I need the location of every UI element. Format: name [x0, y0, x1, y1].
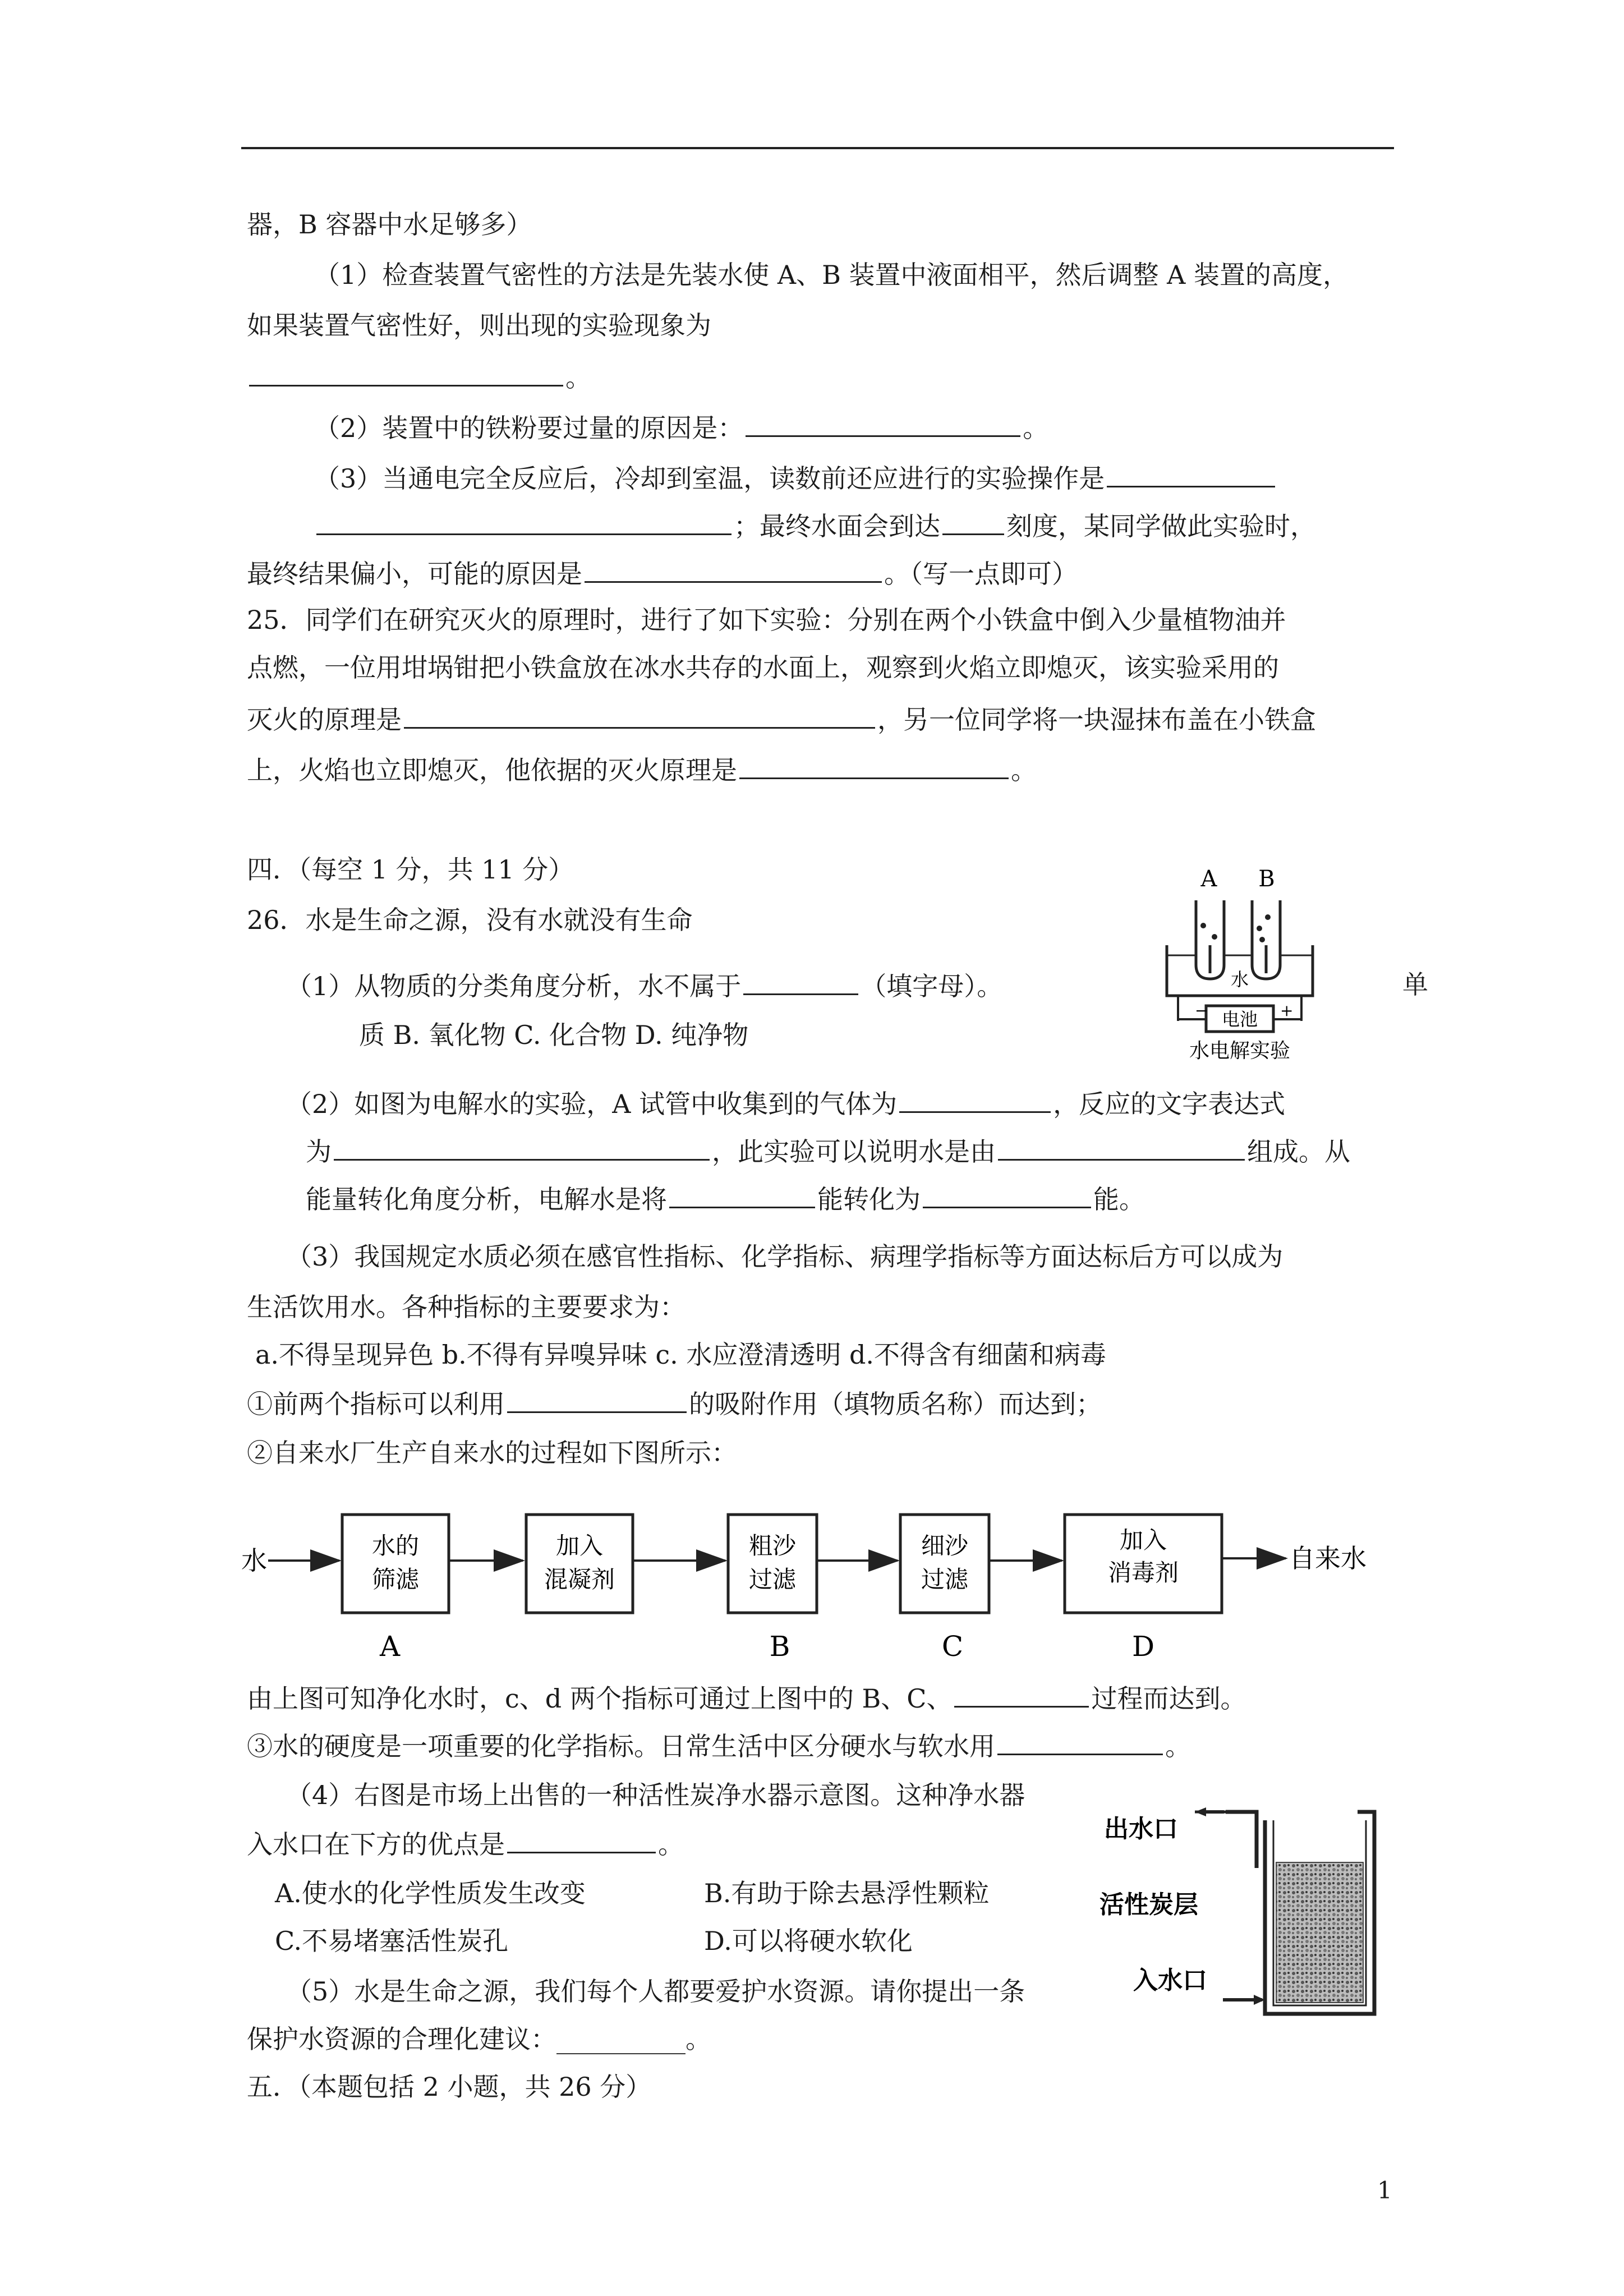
answer-blank[interactable]	[669, 1181, 815, 1208]
flow-step	[728, 1515, 817, 1663]
flow-step	[900, 1515, 989, 1663]
section-heading: 四．（每空 1 分，共 11 分）	[247, 854, 574, 885]
answer-blank[interactable]	[507, 1386, 687, 1413]
answer-blank[interactable]	[316, 508, 732, 535]
text-line: 器，B 容器中水足够多）	[247, 209, 532, 240]
answer-blank[interactable]	[739, 752, 1009, 779]
text-line: 为 ，此实验可以说明水是由 组成。从	[306, 1133, 1350, 1168]
text-line: （1）从物质的分类角度分析，水不属于 （填字母）。	[286, 968, 1002, 1003]
electrolysis-diagram	[1133, 861, 1358, 1069]
svg-text:混凝剂: 混凝剂	[544, 1566, 615, 1593]
text-line: 。	[247, 359, 591, 394]
answer-blank[interactable]	[249, 359, 563, 386]
text-line: （4）右图是市场上出售的一种活性炭净水器示意图。这种净水器	[286, 1780, 1025, 1810]
answer-blank[interactable]	[404, 701, 875, 729]
flow-step	[526, 1515, 633, 1613]
option-d[interactable]: D.可以将硬水软化	[704, 1926, 913, 1956]
text-line: ①前两个指标可以利用 的吸附作用（填物质名称）而达到；	[247, 1386, 1102, 1421]
text-line: 质 B. 氧化物 C. 化合物 D. 纯净物	[359, 1020, 749, 1050]
text-line: 25．同学们在研究灭火的原理时，进行了如下实验：分别在两个小铁盒中倒入少量植物油并	[247, 605, 1286, 635]
flow-step	[342, 1515, 449, 1663]
answer-blank[interactable]	[743, 968, 858, 995]
answer-blank[interactable]	[746, 409, 1020, 437]
svg-text:加入: 加入	[555, 1532, 604, 1559]
flow-step	[1065, 1515, 1222, 1663]
answer-blank[interactable]	[334, 1133, 710, 1161]
text-line: （2）如图为电解水的实验，A 试管中收集到的气体为 ，反应的文字表达式	[286, 1085, 1285, 1121]
text-line: 入水口在下方的优点是 。	[247, 1826, 684, 1861]
answer-blank[interactable]	[954, 1680, 1089, 1708]
svg-text:−: −	[1195, 1001, 1208, 1020]
svg-text:过滤: 过滤	[748, 1566, 797, 1593]
svg-text:D: D	[1131, 1630, 1155, 1663]
page-number: 1	[1377, 2177, 1392, 2204]
text-line: ②自来水厂生产自来水的过程如下图所示：	[247, 1438, 737, 1468]
text-line: 保护水资源的合理化建议：__________。	[247, 2024, 711, 2054]
svg-text:加入: 加入	[1119, 1526, 1167, 1554]
answer-blank[interactable]	[507, 1826, 656, 1853]
svg-text:入水口: 入水口	[1133, 1966, 1207, 1995]
text-line: 单	[1402, 969, 1428, 1000]
header-rule	[241, 147, 1394, 149]
carbon-purifier-diagram	[1094, 1801, 1397, 2042]
text-line: （1）检查装置气密性的方法是先装水使 A、B 装置中液面相平，然后调整 A 装置的高度，	[314, 260, 1349, 290]
text-line: （5）水是生命之源，我们每个人都要爱护水资源。请你提出一条	[286, 1976, 1025, 2007]
text-line: 灭火的原理是 ，另一位同学将一块湿抹布盖在小铁盒	[247, 701, 1316, 737]
svg-text:电池: 电池	[1221, 1009, 1258, 1030]
option-a[interactable]: A.使水的化学性质发生改变	[275, 1878, 586, 1908]
text-line: 26．水是生命之源，没有水就没有生命	[247, 905, 693, 935]
flow-input-label: 水	[241, 1545, 267, 1576]
svg-text:水电解实验: 水电解实验	[1189, 1039, 1291, 1062]
svg-text:A: A	[379, 1630, 401, 1663]
text-line: （3）我国规定水质必须在感官性指标、化学指标、病理学指标等方面达标后方可以成为	[286, 1241, 1283, 1272]
svg-text:过滤: 过滤	[921, 1566, 969, 1593]
svg-text:B: B	[769, 1630, 790, 1663]
text-line: 上，火焰也立即熄灭，他依据的灭火原理是 。	[247, 752, 1037, 787]
text-line: 点燃，一位用坩埚钳把小铁盒放在冰水共存的水面上，观察到火焰立即熄灭，该实验采用的	[247, 652, 1279, 683]
svg-text:出水口: 出水口	[1104, 1815, 1178, 1843]
water-treatment-flow-diagram	[241, 1492, 1402, 1677]
flow-output-label: 自来水	[1289, 1543, 1367, 1573]
text-line: （3）当通电完全反应后，冷却到室温，读数前还应进行的实验操作是	[314, 460, 1277, 495]
text-line: a.不得呈现异色 b.不得有异嗅异味 c. 水应澄清透明 d.不得含有细菌和病毒	[255, 1340, 1107, 1370]
answer-blank[interactable]	[942, 508, 1004, 535]
option-c[interactable]: C.不易堵塞活性炭孔	[275, 1926, 509, 1956]
svg-text:粗沙: 粗沙	[748, 1532, 797, 1559]
answer-blank[interactable]	[585, 555, 882, 583]
text-line: （2）装置中的铁粉要过量的原因是： 。	[314, 409, 1048, 445]
svg-text:消毒剂: 消毒剂	[1107, 1559, 1179, 1586]
answer-blank[interactable]	[923, 1181, 1091, 1208]
section-heading: 五．（本题包括 2 小题，共 26 分）	[247, 2072, 652, 2102]
svg-text:筛滤: 筛滤	[371, 1566, 420, 1593]
text-line: ③水的硬度是一项重要的化学指标。日常生活中区分硬水与软水用 。	[247, 1728, 1191, 1763]
svg-text:C: C	[941, 1630, 964, 1663]
answer-blank[interactable]: __________	[556, 2024, 686, 2054]
text-line: 如果装置气密性好，则出现的实验现象为	[247, 310, 711, 341]
answer-blank[interactable]	[997, 1728, 1163, 1755]
svg-text:水: 水	[1230, 969, 1249, 990]
svg-text:活性炭层: 活性炭层	[1099, 1890, 1198, 1919]
text-line: 生活饮用水。各种指标的主要要求为：	[247, 1292, 686, 1322]
text-line: 由上图可知净化水时，c、d 两个指标可通过上图中的 B、C、 过程而达到。	[247, 1680, 1246, 1715]
text-line: 能量转化角度分析，电解水是将 能转化为 能。	[306, 1181, 1145, 1216]
option-b[interactable]: B.有助于除去悬浮性颗粒	[704, 1878, 990, 1908]
answer-blank[interactable]	[998, 1133, 1245, 1161]
text-line: ；最终水面会到达 刻度，某同学做此实验时，	[314, 508, 1316, 543]
svg-text:细沙: 细沙	[921, 1532, 969, 1559]
text-line: 最终结果偏小，可能的原因是 。（写一点即可）	[247, 555, 1078, 591]
svg-text:+: +	[1280, 1001, 1294, 1020]
answer-blank[interactable]	[1107, 460, 1275, 487]
svg-text:B: B	[1258, 866, 1275, 892]
svg-text:A: A	[1200, 866, 1217, 892]
svg-text:水的: 水的	[371, 1532, 420, 1559]
answer-blank[interactable]	[899, 1085, 1051, 1113]
